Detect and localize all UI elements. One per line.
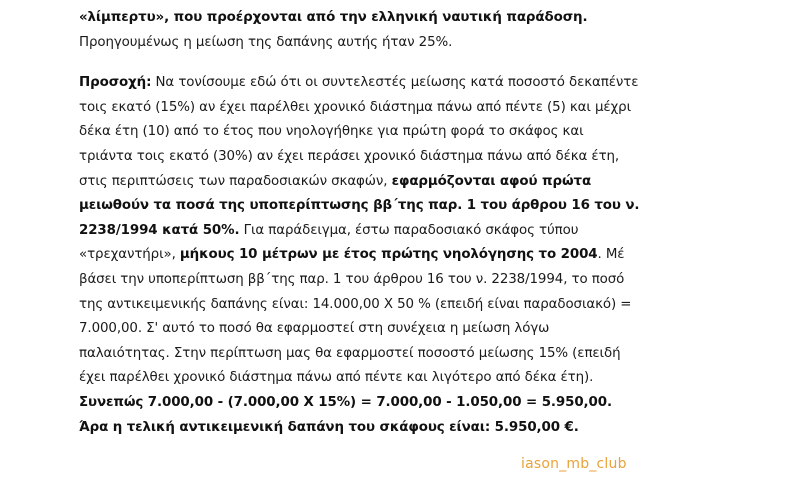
- text-line: [79, 6, 729, 31]
- bold-text: 2238/1994 κατά 50%.: [79, 222, 240, 238]
- attention-label: Προσοχή:: [79, 75, 152, 91]
- text-line: [79, 194, 729, 219]
- text-span: Να τονίσουμε εδώ ότι οι συντελεστές μείωσης κατά ποσοστό δεκαπέντε: [151, 75, 639, 91]
- bold-text: μειωθούν τα ποσά της υποπερίπτωσης ββ΄της παρ. 1 του άρθρου 16 του ν.: [79, 198, 640, 214]
- text-span: . Μέ: [597, 247, 625, 263]
- paragraph-attention: [79, 71, 729, 440]
- text-line: Προηγουμένως η μείωση της δαπάνης αυτής ήταν 25%.: [79, 34, 453, 50]
- text-line: βάσει την υποπερίπτωση ββ΄της παρ. 1 του άρθρου 16 του ν. 2238/1994, το ποσό: [79, 271, 625, 287]
- text-line: [79, 416, 729, 441]
- watermark-text: iason_mb_club: [521, 456, 627, 472]
- text-line: [79, 170, 729, 195]
- text-line: 7.000,00. Σ' αυτό το ποσό θα εφαρμοστεί στη συνέχεια η μείωση λόγω: [79, 321, 550, 337]
- bold-text: μήκους 10 μέτρων με έτος πρώτης νηολόγησης το 2004: [179, 247, 598, 263]
- text-line: δέκα έτη (10) από το έτος που νηολογήθηκε για πρώτη φορά το σκάφος και: [79, 124, 584, 140]
- text-span: «τρεχαντήρι»,: [79, 247, 180, 263]
- text-line: [79, 71, 729, 96]
- bold-text: εφαρμόζονται αφού πρώτα: [391, 173, 592, 189]
- bold-text: «λίμπερτυ», που προέρχονται από την ελληνική ναυτική παράδοση.: [79, 10, 588, 25]
- text-span: Για παράδειγμα, έστω παραδοσιακό σκάφος τύπου: [239, 222, 579, 238]
- text-line: [79, 391, 729, 416]
- text-line: [79, 243, 729, 268]
- text-line: έχει παρέλθει χρονικό διάστημα πάνω από πέντε και λιγότερο από δέκα έτη).: [79, 370, 594, 386]
- final-cost-statement: Άρα η τελική αντικειμενική δαπάνη του σκάφους είναι: 5.950,00 €.: [79, 419, 579, 435]
- text-line: της αντικειμενικής δαπάνης είναι: 14.000,00 Χ 50 % (επειδή είναι παραδοσιακό) =: [79, 296, 632, 312]
- text-span: στις περιπτώσεις των παραδοσιακών σκαφών,: [79, 173, 392, 189]
- paragraph-gap: [79, 55, 729, 71]
- calculation-result: Συνεπώς 7.000,00 - (7.000,00 Χ 15%) = 7.000,00 - 1.050,00 = 5.950,00.: [79, 394, 612, 410]
- text-line: παλαιότητας. Στην περίπτωση μας θα εφαρμοστεί ποσοστό μείωσης 15% (επειδή: [79, 345, 621, 361]
- document-body: [79, 6, 729, 440]
- paragraph-origin: [79, 6, 729, 55]
- text-line: τοις εκατό (15%) αν έχει παρέλθει χρονικό διάστημα πάνω από πέντε (5) και μέχρι: [79, 99, 632, 115]
- text-line: [79, 219, 729, 244]
- text-line: τριάντα τοις εκατό (30%) αν έχει περάσει χρονικό διάστημα πάνω από δέκα έτη,: [79, 148, 620, 164]
